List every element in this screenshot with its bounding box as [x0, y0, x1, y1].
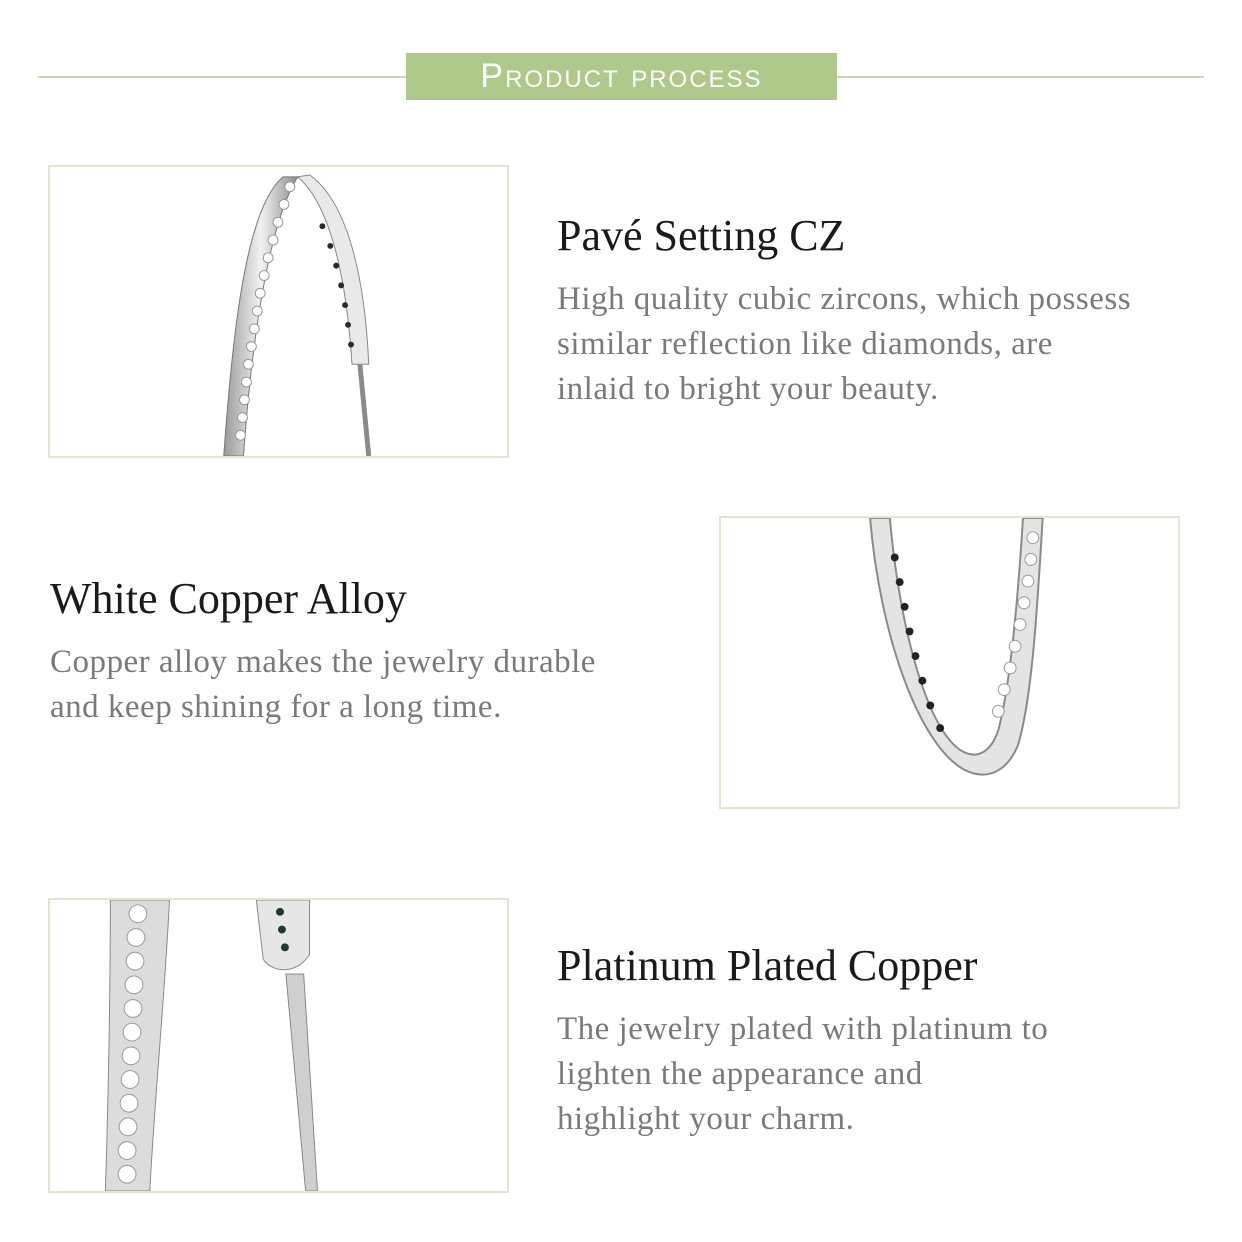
copper-alloy-image	[719, 516, 1180, 809]
platinum-plated-image	[48, 898, 509, 1193]
feature-pave-setting	[557, 210, 1217, 412]
section-banner	[406, 53, 837, 100]
feature-description: High quality cubic zircons, which possess similar reflection like diamonds, are inlaid to bright your beauty.	[557, 280, 1132, 407]
header-rule-left	[38, 76, 408, 78]
pave-setting-image	[48, 165, 509, 458]
feature-title: Pavé Setting CZ	[557, 211, 846, 260]
feature-title: White Copper Alloy	[50, 574, 407, 623]
feature-platinum-plated	[557, 940, 1217, 1142]
feature-copper-alloy	[50, 573, 690, 730]
header-rule-right	[836, 76, 1204, 78]
feature-description: Copper alloy makes the jewelry durable and keep shining for a long time.	[50, 643, 596, 725]
section-title: Product process	[480, 57, 763, 95]
feature-title: Platinum Plated Copper	[557, 941, 978, 990]
feature-description: The jewelry plated with platinum to lighten the appearance and highlight your charm.	[557, 1010, 1049, 1137]
